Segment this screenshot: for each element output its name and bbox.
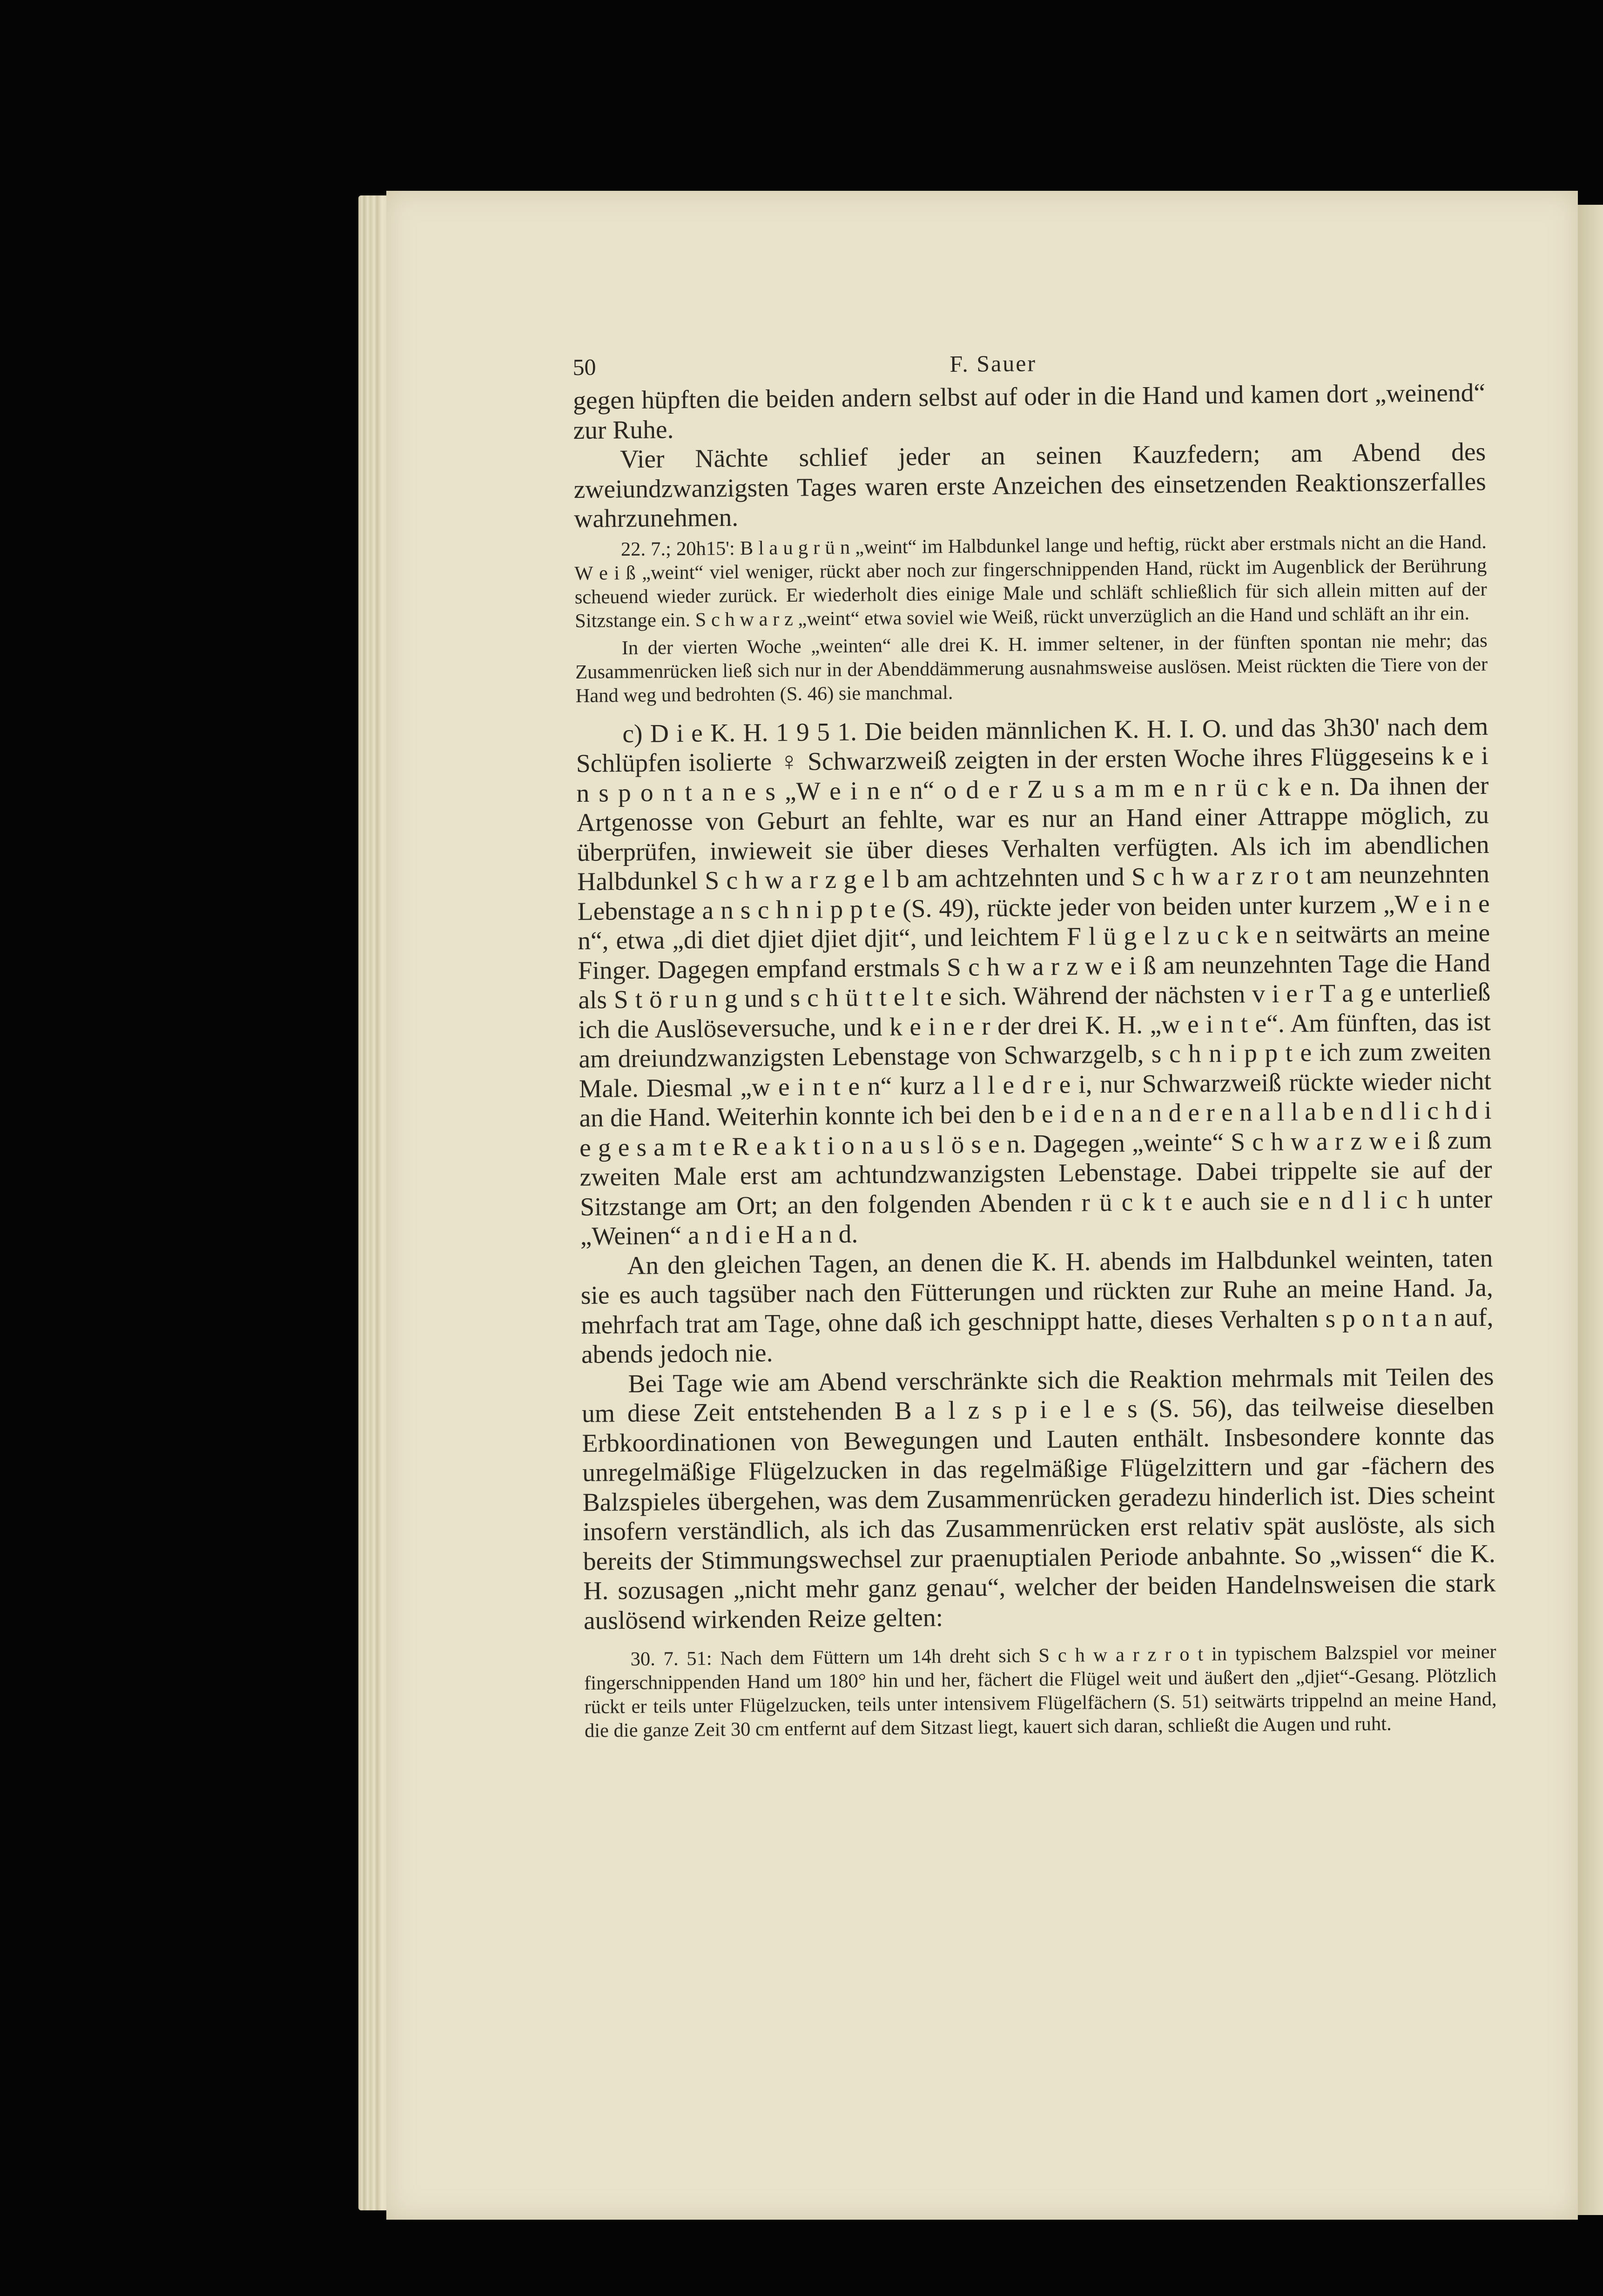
page-header	[572, 336, 1485, 386]
observation-note: In der vierten Woche „weinten“ alle drei K. H. immer seltener, in der fünften spontan nie mehr; das Zusammenrücken ließ sich nur in der Abenddämmerung ausnahmsweise auslösen. Meist rückten die Tiere von der Hand weg und bedrohten (S. 46) sie manchmal.	[575, 629, 1488, 707]
facing-page-edge	[1578, 205, 1603, 2215]
observation-note: 30. 7. 51: Nach dem Füttern um 14h dreht sich S c h w a r z r o t in typischem Balzspiel vor meiner fingerschnippenden Hand um 180° hin und her, fächert die Flügel weit und äußert den „djiet“-Gesang. Plötzlich rückt er teils unter Flügelzucken, teils unter intensivem Flügelfächern (S. 51) seitwärts trippelnd an meine Hand, die die ganze Zeit 30 cm entfernt auf dem Sitzast liegt, kauert sich daran, schließt die Augen und ruht.	[584, 1640, 1497, 1742]
observation-note: 22. 7.; 20h15': B l a u g r ü n „weint“ im Halbdunkel lange und heftig, rückt aber erstmals nicht an die Hand. W e i ß „weint“ viel weniger, rückt aber noch zur fingerschnippenden Hand, rückt im Augenblick der Berührung scheuend wieder zurück. Er wiederholt dies einige Male und schläft schließlich für sich allein mitten auf der Sitzstange ein. S c h w a r z „weint“ etwa soviel wie Weiß, rückt unverzüglich an die Hand und schläft an ihr ein.	[574, 530, 1487, 632]
page-text-block	[572, 336, 1497, 1743]
section-paragraph: c) D i e K. H. 1 9 5 1. Die beiden männlichen K. H. I. O. und das 3h30' nach dem Schlüpfen isolierte ♀ Schwarzweiß zeigten in der ersten Woche ihres Flüggeseins k e i n s p o n t a n e s „W e i n e n“ o d e r Z u s a m m e n r ü c k e n. Da ihnen der Artgenosse von Geburt an fehlte, war es nur an Hand einer Attrappe möglich, zu überprüfen, inwieweit sie über dieses Verhalten verfügten. Als ich im abendlichen Halbdunkel S c h w a r z g e l b am achtzehnten und S c h w a r z r o t am neunzehnten Lebenstage a n s c h n i p p t e (S. 49), rückte jeder von beiden unter kurzem „W e i n e n“, etwa „di diet djiet djiet djit“, und leichtem F l ü g e l z u c k e n seitwärts an meine Finger. Dagegen empfand erstmals S c h w a r z w e i ß am neunzehnten Tage die Hand als S t ö r u n g und s c h ü t t e l t e sich. Während der nächsten v i e r T a g e unterließ ich die Auslöseversuche, und k e i n e r der drei K. H. „w e i n t e“. Am fünften, das ist am dreiundzwanzigsten Lebenstage von Schwarzgelb, s c h n i p p t e ich zum zweiten Male. Diesmal „w e i n t e n“ kurz a l l e d r e i, nur Schwarzweiß rückte wieder nicht an die Hand. Weiterhin konnte ich bei den b e i d e n a n d e r e n a l l a b e n d l i c h d i e g e s a m t e R e a k t i o n a u s l ö s e n. Dagegen „weinte“ S c h w a r z w e i ß zum zweiten Male erst am achtundzwanzigsten Lebenstage. Dabei trippelte sie auf der Sitzstange am Ort; an den folgenden Abenden r ü c k t e auch sie e n d l i c h unter „Weinen“ a n d i e H a n d.	[576, 712, 1493, 1251]
paragraph: gegen hüpften die beiden andern selbst auf oder in die Hand und kamen dort „weinend“ zur Ruhe.	[572, 378, 1486, 445]
page-number: 50	[572, 354, 596, 380]
running-head: F. Sauer	[950, 350, 1037, 377]
paragraph: Vier Nächte schlief jeder an seinen Kauzfedern; am Abend des zweiundzwanzigsten Tages waren erste Anzeichen des einsetzenden Reaktionszerfalles wahrzunehmen.	[573, 437, 1486, 533]
paragraph: An den gleichen Tagen, an denen die K. H. abends im Halbdunkel weinten, taten sie es auch tagsüber nach den Fütterungen und rückten zur Ruhe an meine Hand. Ja, mehrfach trat am Tage, ohne daß ich geschnippt hatte, dieses Verhalten s p o n t a n auf, abends jedoch nie.	[580, 1244, 1494, 1369]
paragraph: Bei Tage wie am Abend verschränkte sich die Reaktion mehrmals mit Teilen des um diese Zeit entstehenden B a l z s p i e l e s (S. 56), das teilweise dieselben Erbkoordinationen von Bewegungen und Lauten enthält. Insbesondere konnte das unregelmäßige Flügelzucken in das regelmäßige Flügelzittern und gar -fächern des Balzspieles übergehen, was dem Zusammenrücken geradezu hinderlich ist. Dies scheint insofern verständlich, als ich das Zusammenrücken erst relativ spät auslöste, als sich bereits der Stimmungswechsel zur praenuptialen Periode anbahnte. So „wissen“ die K. H. sozusagen „nicht mehr ganz genau“, welcher der beiden Handelnsweisen die stark auslösend wirkenden Reize gelten:	[581, 1362, 1496, 1635]
